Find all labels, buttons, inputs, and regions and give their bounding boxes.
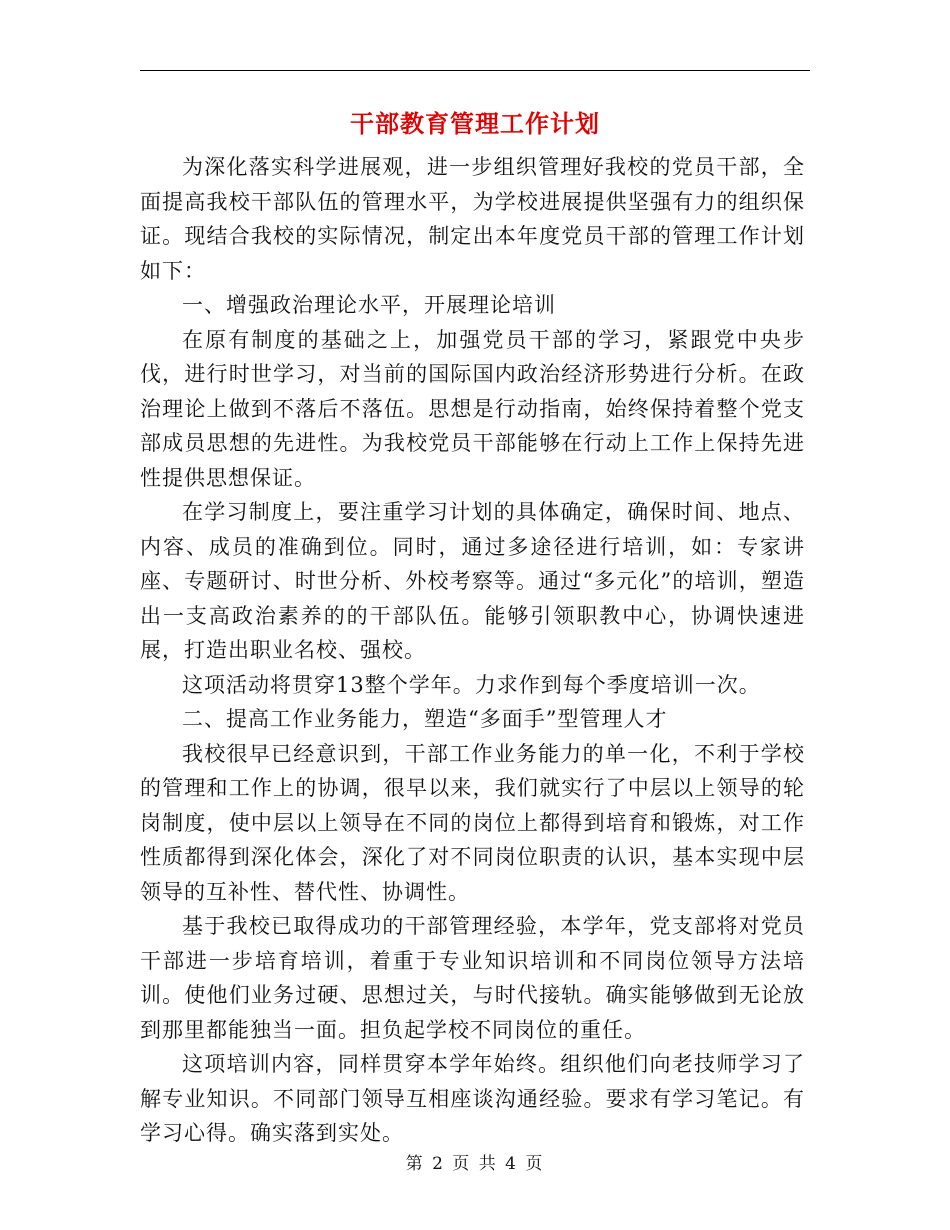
header-rule [140, 70, 810, 71]
section-heading-1: 一、增强政治理论水平，开展理论培训 [182, 293, 556, 317]
paragraph: 在原有制度的基础之上，加强党员干部的学习，紧跟党中央步伐，进行时世学习，对当前的国际国内政治经济形势进行分析。在政治理论上做到不落后不落伍。思想是行动指南，始终保持着整个党支部成员思想的先进性。为我校党员干部能够在行动上工作上保持先进性提供思想保证。 [140, 327, 805, 490]
section-heading-2: 二、提高工作业务能力，塑造“多面手”型管理人才 [182, 707, 668, 731]
paragraph-intro: 为深化落实科学进展观，进一步组织管理好我校的党员干部，全面提高我校干部队伍的管理水平，为学校进展提供坚强有力的组织保证。现结合我校的实际情况，制定出本年度党员干部的管理工作计划如下： [140, 155, 805, 283]
paragraph: 基于我校已取得成功的干部管理经验，本学年，党支部将对党员干部进一步培育培训，着重于专业知识培训和不同岗位领导方法培训。使他们业务过硬、思想过关，与时代接轨。确实能够做到无论放到那里都能独当一面。担负起学校不同岗位的重任。 [140, 914, 805, 1042]
paragraph: 这项培训内容，同样贯穿本学年始终。组织他们向老技师学习了解专业知识。不同部门领导互相座谈沟通经验。要求有学习笔记。有学习心得。确实落到实处。 [140, 1052, 805, 1145]
paragraph: 我校很早已经意识到，干部工作业务能力的单一化，不利于学校的管理和工作上的协调，很早以来，我们就实行了中层以上领导的轮岗制度，使中层以上领导在不同的岗位上都得到培育和锻炼，对工作性质都得到深化体会，深化了对不同岗位职责的认识，基本实现中层领导的互补性、替代性、协调性。 [140, 741, 805, 904]
document-title: 干部教育管理工作计划 [350, 109, 600, 138]
paragraph: 这项活动将贯穿13整个学年。力求作到每个季度培训一次。 [182, 672, 761, 697]
paragraph: 在学习制度上，要注重学习计划的具体确定，确保时间、地点、内容、成员的准确到位。同时，通过多途径进行培训，如：专家讲座、专题研讨、时世分析、外校考察等。通过“多元化”的培训，塑造出一支高政治素养的的干部队伍。能够引领职教中心，协调快速进展，打造出职业名校、强校。 [140, 500, 805, 662]
document-body [140, 150, 805, 1151]
page-number: 第 2 页 共 4 页 [405, 1154, 545, 1174]
